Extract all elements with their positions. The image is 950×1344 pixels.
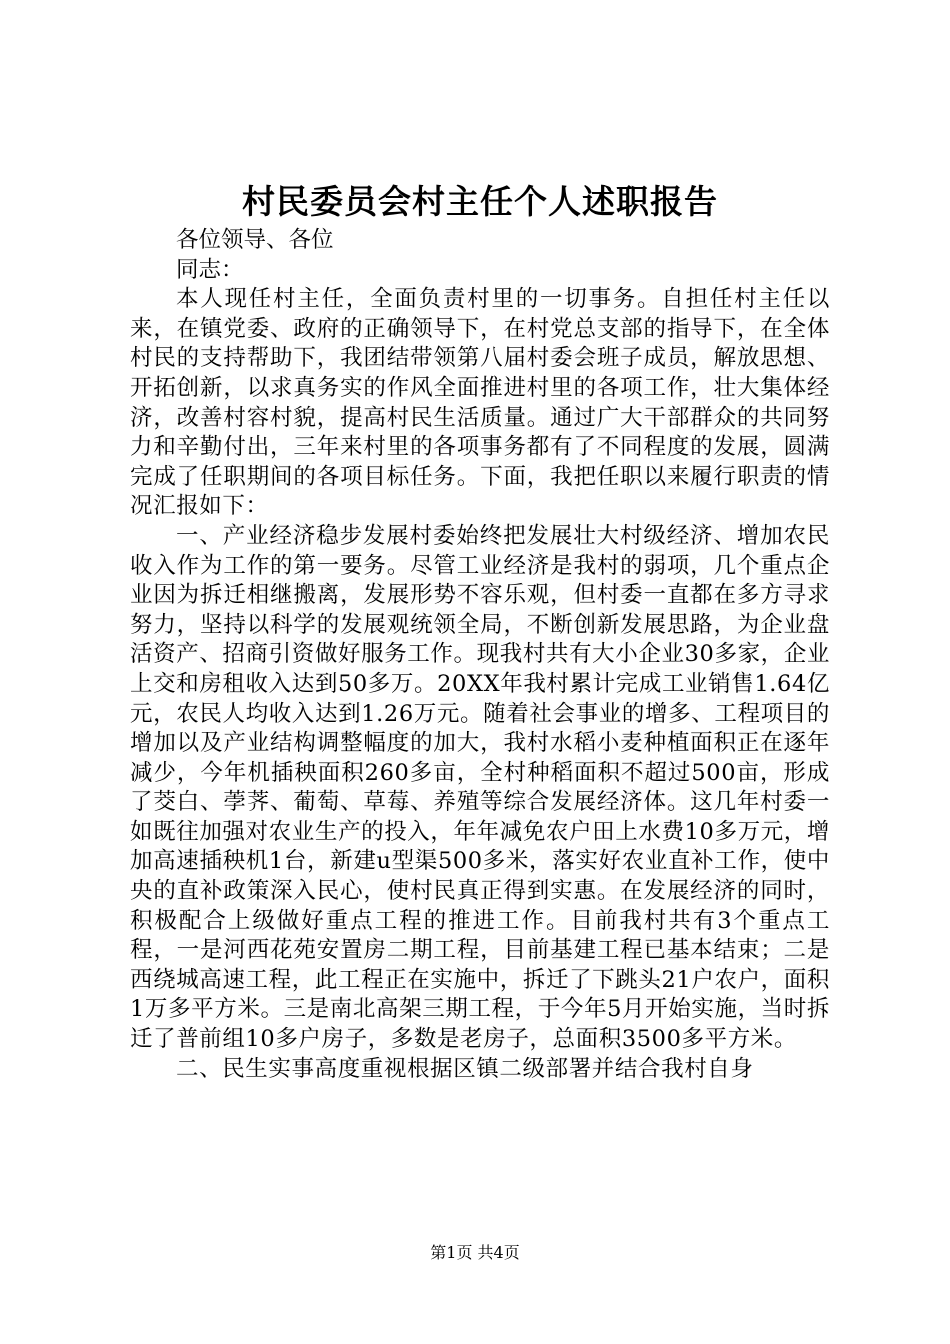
document-page [130,180,830,1084]
salutation-line-1: 各位领导、各位 [176,227,334,253]
document-title: 村民委员会村主任个人述职报告 [242,182,718,221]
paragraph-intro: 本人现任村主任，全面负责村里的一切事务。自担任村主任以来，在镇党委、政府的正确领导下，在村党总支部的指导下，在全体村民的支持帮助下，我团结带领第八届村委会班子成员，解放思想、开拓创新，以求真务实的作风全面推进村里的各项工作，壮大集体经济，改善村容村貌，提高村民生活质量。通过广大干部群众的共同努力和辛勤付出，三年来村里的各项事务都有了不同程度的发展，圆满完成了任职期间的各项目标任务。下面，我把任职以来履行职责的情况汇报如下： [130,286,830,520]
paragraph-industry-economy: 一、产业经济稳步发展村委始终把发展壮大村级经济、增加农民收入作为工作的第一要务。尽管工业经济是我村的弱项，几个重点企业因为拆迁相继搬离，发展形势不容乐观，但村委一直都在多方寻求努力，坚持以科学的发展观统领全局，不断创新发展思路，为企业盘活资产、招商引资做好服务工作。现我村共有大小企业30多家，企业上交和房租收入达到50多万。20XX年我村累计完成工业销售1.64亿元，农民人均收入达到1.26万元。随着社会事业的增多、工程项目的增加以及产业结构调整幅度的加大，我村水稻小麦种植面积正在逐年减少，今年机插秧面积260多亩，全村种稻面积不超过500亩，形成了茭白、荸荠、葡萄、草莓、养殖等综合发展经济体。这几年村委一如既往加强对农业生产的投入，年年减免农户田上水费10多万元，增加高速插秧机1台，新建u型渠500多米，落实好农业直补工作，使中央的直补政策深入民心，使村民真正得到实惠。在发展经济的同时，积极配合上级做好重点工程的推进工作。目前我村共有3个重点工程，一是河西花苑安置房二期工程，目前基建工程已基本结束；二是西绕城高速工程，此工程正在实施中，拆迁了下跳头21户农户，面积1万多平方米。三是南北高架三期工程，于今年5月开始实施，当时拆迁了普前组10多户房子，多数是老房子，总面积3500多平方米。 [130,522,830,1053]
paragraph-livelihood: 二、民生实事高度重视根据区镇二级部署并结合我村自身 [176,1055,754,1082]
salutation-line-2: 同志： [176,256,244,283]
page-footer: 第1页 共4页 [430,1243,520,1262]
